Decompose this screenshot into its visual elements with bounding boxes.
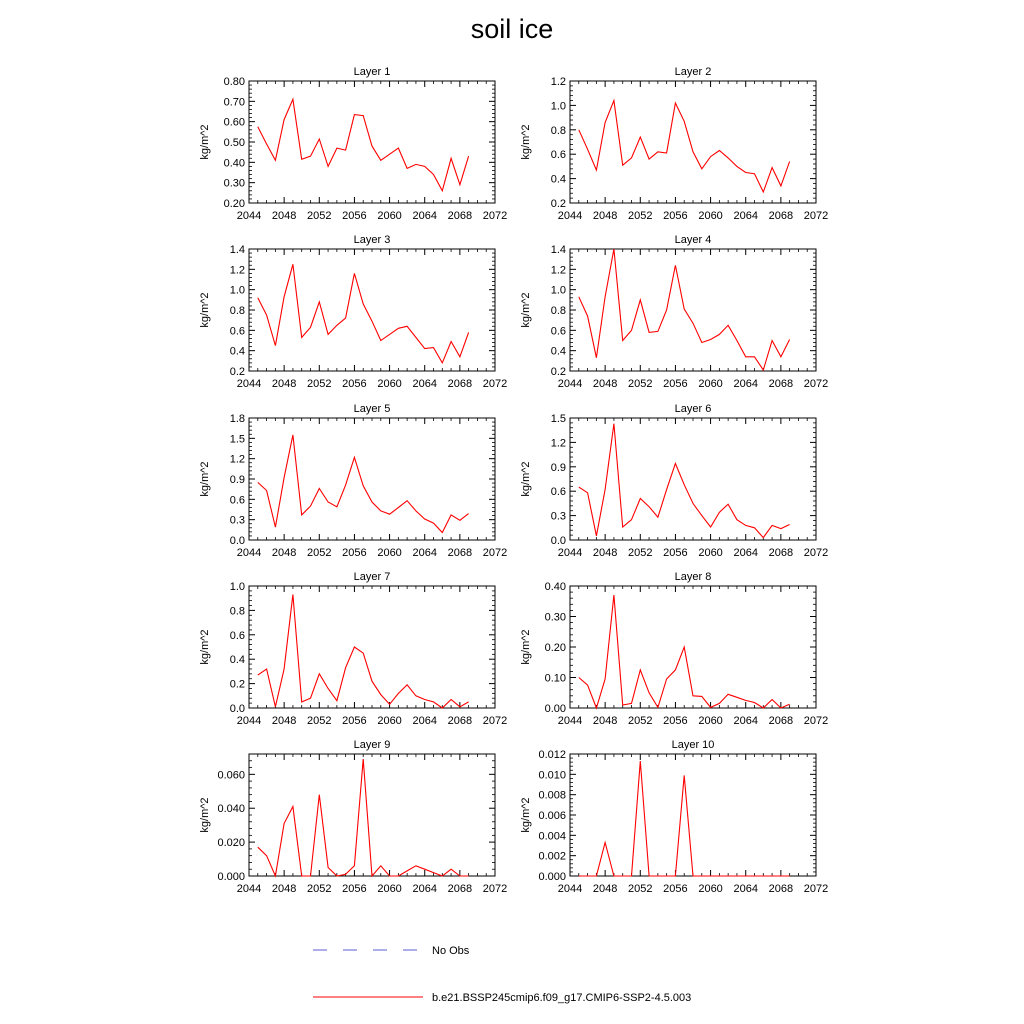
- x-tick-label: 2044: [557, 715, 583, 727]
- plot-frame: [249, 418, 495, 540]
- x-tick-label: 2060: [377, 378, 402, 390]
- y-axis-label: kg/m^2: [199, 292, 211, 328]
- panel-title: Layer 6: [674, 403, 712, 415]
- x-tick-label: 2048: [271, 210, 297, 222]
- y-tick-label: 0.4: [229, 345, 245, 358]
- x-tick-label: 2056: [342, 883, 367, 895]
- panel-title: Layer 2: [674, 66, 712, 78]
- y-tick-label: 0.000: [217, 871, 245, 883]
- x-tick-label: 2068: [447, 378, 473, 390]
- y-tick-label: 0.4: [550, 345, 566, 358]
- panel-title: Layer 4: [674, 234, 712, 246]
- x-tick-label: 2052: [307, 378, 332, 390]
- x-tick-label: 2072: [803, 883, 829, 895]
- x-tick-label: 2060: [698, 210, 723, 222]
- y-tick-label: 0.60: [223, 116, 245, 129]
- x-tick-label: 2052: [628, 210, 653, 222]
- x-tick-label: 2044: [557, 883, 583, 895]
- x-tick-label: 2056: [342, 715, 367, 727]
- y-tick-label: 1.2: [229, 264, 245, 277]
- panel-title: Layer 9: [353, 739, 391, 751]
- series-line: [579, 249, 790, 370]
- panel-title: Layer 3: [353, 234, 391, 246]
- y-tick-label: 0.012: [538, 749, 566, 761]
- x-tick-label: 2068: [447, 715, 473, 727]
- chart-panel-1: [199, 66, 507, 222]
- series-line: [579, 424, 790, 538]
- x-tick-label: 2052: [628, 547, 653, 559]
- y-axis-label: kg/m^2: [520, 461, 532, 497]
- y-tick-label: 0.4: [550, 173, 566, 186]
- y-tick-label: 0.0: [229, 703, 245, 715]
- series-line: [258, 759, 469, 876]
- y-tick-label: 0.40: [223, 157, 245, 170]
- panel-title: Layer 1: [353, 66, 391, 78]
- x-tick-label: 2064: [733, 715, 758, 727]
- y-tick-label: 0.010: [538, 769, 566, 782]
- series-line: [258, 99, 469, 191]
- y-tick-label: 0.0: [229, 535, 245, 547]
- panel-title: Layer 5: [353, 403, 391, 415]
- x-tick-label: 2048: [592, 547, 618, 559]
- x-tick-label: 2072: [482, 547, 508, 559]
- plot-frame: [249, 586, 495, 708]
- y-tick-label: 0.8: [550, 305, 566, 317]
- y-tick-label: 1.2: [550, 437, 566, 450]
- y-tick-label: 0.2: [229, 366, 245, 378]
- y-tick-label: 0.8: [550, 124, 566, 137]
- y-tick-label: 0.2: [229, 678, 245, 691]
- y-tick-label: 0.9: [550, 461, 566, 474]
- x-tick-label: 2060: [377, 883, 402, 895]
- chart-panel-2: [520, 66, 828, 222]
- plot-frame: [249, 81, 495, 203]
- y-tick-label: 0.00: [544, 703, 566, 715]
- x-tick-label: 2068: [768, 378, 794, 390]
- y-tick-label: 0.000: [538, 871, 566, 883]
- y-tick-label: 0.2: [550, 366, 566, 378]
- x-tick-label: 2048: [271, 883, 297, 895]
- y-tick-label: 0.70: [223, 96, 245, 109]
- y-tick-label: 0.6: [550, 149, 566, 162]
- y-tick-label: 0.004: [538, 830, 566, 843]
- y-tick-label: 0.006: [538, 810, 566, 822]
- y-tick-label: 0.20: [544, 642, 566, 654]
- x-tick-label: 2048: [592, 378, 618, 390]
- x-tick-label: 2044: [236, 547, 262, 559]
- y-tick-label: 0.40: [544, 581, 566, 593]
- y-tick-label: 1.2: [229, 453, 245, 466]
- x-tick-label: 2064: [733, 210, 758, 222]
- plot-frame: [570, 586, 816, 708]
- x-tick-label: 2064: [733, 883, 758, 895]
- x-tick-label: 2056: [663, 210, 688, 222]
- y-tick-label: 0.6: [229, 494, 245, 507]
- x-tick-label: 2068: [768, 210, 794, 222]
- y-axis-label: kg/m^2: [520, 797, 532, 833]
- panel-title: Layer 7: [353, 571, 391, 583]
- chart-panel-7: [199, 571, 507, 727]
- y-tick-label: 0.80: [223, 76, 245, 88]
- legend-label: No Obs: [432, 945, 470, 957]
- y-tick-label: 0.020: [217, 837, 245, 850]
- y-tick-label: 0.10: [544, 672, 566, 685]
- x-tick-label: 2068: [768, 883, 794, 895]
- x-tick-label: 2052: [307, 210, 332, 222]
- plot-frame: [249, 754, 495, 876]
- x-tick-label: 2056: [663, 715, 688, 727]
- y-tick-label: 1.8: [229, 413, 245, 425]
- legend: [313, 945, 691, 1004]
- legend-label: b.e21.BSSP245cmip6.f09_g17.CMIP6-SSP2-4.5.003: [432, 992, 692, 1004]
- panel-title: Layer 10: [671, 739, 715, 751]
- y-tick-label: 0.040: [217, 803, 245, 816]
- y-tick-label: 0.9: [229, 474, 245, 486]
- series-line: [579, 761, 790, 876]
- x-tick-label: 2064: [412, 547, 437, 559]
- x-tick-label: 2048: [592, 210, 618, 222]
- x-tick-label: 2044: [557, 210, 583, 222]
- chart-panel-8: [520, 571, 828, 727]
- x-tick-label: 2060: [377, 210, 402, 222]
- series-line: [579, 595, 790, 708]
- y-tick-label: 0.6: [229, 629, 245, 642]
- x-tick-label: 2060: [698, 378, 723, 390]
- y-tick-label: 1.0: [550, 100, 566, 113]
- x-tick-label: 2068: [447, 547, 473, 559]
- y-tick-label: 0.30: [544, 611, 566, 624]
- x-tick-label: 2060: [698, 715, 723, 727]
- x-tick-label: 2072: [482, 883, 508, 895]
- y-axis-label: kg/m^2: [199, 124, 211, 160]
- x-tick-label: 2072: [482, 715, 508, 727]
- chart-panel-4: [520, 234, 828, 390]
- chart-panel-6: [520, 403, 828, 559]
- plot-frame: [570, 81, 816, 203]
- x-tick-label: 2056: [342, 547, 367, 559]
- x-tick-label: 2072: [482, 210, 508, 222]
- x-tick-label: 2056: [663, 883, 688, 895]
- x-tick-label: 2064: [412, 883, 437, 895]
- y-axis-label: kg/m^2: [199, 461, 211, 497]
- y-tick-label: 0.3: [550, 510, 566, 523]
- y-tick-label: 1.2: [550, 264, 566, 277]
- x-tick-label: 2048: [592, 715, 618, 727]
- figure-title: soil ice: [470, 14, 554, 44]
- series-line: [258, 435, 469, 533]
- y-axis-label: kg/m^2: [199, 797, 211, 833]
- x-tick-label: 2052: [307, 547, 332, 559]
- x-tick-label: 2060: [698, 883, 723, 895]
- chart-panel-9: [199, 739, 507, 895]
- x-tick-label: 2044: [236, 715, 262, 727]
- y-tick-label: 0.6: [550, 325, 566, 338]
- plot-frame: [570, 754, 816, 876]
- y-tick-label: 0.6: [550, 486, 566, 499]
- y-tick-label: 1.0: [229, 284, 245, 297]
- series-line: [258, 264, 469, 363]
- y-tick-label: 1.2: [550, 76, 566, 88]
- x-tick-label: 2044: [557, 378, 583, 390]
- x-tick-label: 2068: [768, 715, 794, 727]
- x-tick-label: 2056: [342, 378, 367, 390]
- y-tick-label: 1.5: [229, 433, 245, 446]
- x-tick-label: 2052: [307, 715, 332, 727]
- y-tick-label: 0.4: [229, 654, 245, 667]
- x-tick-label: 2052: [628, 715, 653, 727]
- x-tick-label: 2044: [236, 883, 262, 895]
- y-tick-label: 0.8: [229, 305, 245, 317]
- x-tick-label: 2060: [377, 715, 402, 727]
- y-axis-label: kg/m^2: [520, 292, 532, 328]
- x-tick-label: 2048: [271, 378, 297, 390]
- x-tick-label: 2068: [768, 547, 794, 559]
- x-tick-label: 2068: [447, 883, 473, 895]
- y-tick-label: 0.002: [538, 850, 566, 863]
- y-tick-label: 1.0: [229, 581, 245, 593]
- x-tick-label: 2072: [482, 378, 508, 390]
- y-tick-label: 0.20: [223, 198, 245, 210]
- x-tick-label: 2064: [412, 378, 437, 390]
- x-tick-label: 2048: [271, 715, 297, 727]
- x-tick-label: 2072: [803, 210, 829, 222]
- series-line: [579, 101, 790, 193]
- y-tick-label: 0.3: [229, 514, 245, 527]
- x-tick-label: 2056: [663, 378, 688, 390]
- y-tick-label: 1.4: [229, 244, 245, 256]
- x-tick-label: 2052: [628, 378, 653, 390]
- y-axis-label: kg/m^2: [520, 124, 532, 160]
- y-tick-label: 0.30: [223, 177, 245, 190]
- x-tick-label: 2056: [663, 547, 688, 559]
- x-tick-label: 2056: [342, 210, 367, 222]
- y-tick-label: 0.8: [229, 605, 245, 618]
- x-tick-label: 2052: [628, 883, 653, 895]
- y-tick-label: 1.4: [550, 244, 566, 256]
- y-tick-label: 0.6: [229, 325, 245, 338]
- x-tick-label: 2044: [236, 210, 262, 222]
- y-tick-label: 0.50: [223, 137, 245, 149]
- x-tick-label: 2048: [271, 547, 297, 559]
- y-tick-label: 0.0: [550, 535, 566, 547]
- x-tick-label: 2044: [236, 378, 262, 390]
- y-tick-label: 0.2: [550, 198, 566, 210]
- chart-panel-5: [199, 403, 507, 559]
- y-axis-label: kg/m^2: [520, 629, 532, 665]
- y-tick-label: 1.0: [550, 284, 566, 297]
- y-tick-label: 0.060: [217, 769, 245, 782]
- y-tick-label: 1.5: [550, 413, 566, 425]
- x-tick-label: 2060: [377, 547, 402, 559]
- x-tick-label: 2068: [447, 210, 473, 222]
- x-tick-label: 2072: [803, 378, 829, 390]
- x-tick-label: 2048: [592, 883, 618, 895]
- x-tick-label: 2052: [307, 883, 332, 895]
- series-line: [258, 595, 469, 709]
- x-tick-label: 2064: [412, 715, 437, 727]
- x-tick-label: 2064: [412, 210, 437, 222]
- x-tick-label: 2072: [803, 715, 829, 727]
- y-axis-label: kg/m^2: [199, 629, 211, 665]
- x-tick-label: 2060: [698, 547, 723, 559]
- chart-panel-3: [199, 234, 507, 390]
- chart-panel-10: [520, 739, 828, 895]
- y-tick-label: 0.008: [538, 789, 566, 802]
- x-tick-label: 2064: [733, 378, 758, 390]
- x-tick-label: 2044: [557, 547, 583, 559]
- panel-title: Layer 8: [674, 571, 712, 583]
- x-tick-label: 2072: [803, 547, 829, 559]
- x-tick-label: 2064: [733, 547, 758, 559]
